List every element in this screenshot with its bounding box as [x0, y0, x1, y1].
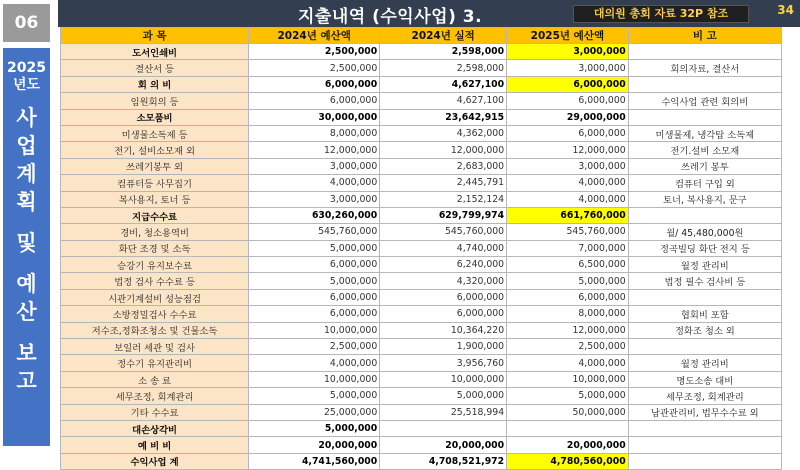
actual-2024-cell: 2,598,000	[380, 44, 507, 60]
reference-badge: 대의원 총회 자료 32P 참조	[573, 5, 749, 23]
table-row	[61, 453, 782, 469]
budget-2024-cell: 5,000,000	[249, 420, 380, 436]
category-cell: 대손상각비	[61, 420, 249, 436]
header-budget-2025: 2025년 예산액	[507, 28, 629, 44]
note-cell: 회의자료, 결산서	[628, 60, 781, 76]
actual-2024-cell: 10,364,220	[380, 322, 507, 338]
note-cell: 정화조 청소 외	[628, 322, 781, 338]
actual-2024-cell: 6,240,000	[380, 257, 507, 273]
actual-2024-cell: 23,642,915	[380, 109, 507, 125]
budget-2025-cell: 3,000,000	[507, 44, 629, 60]
budget-2025-cell: 6,000,000	[507, 289, 629, 305]
budget-2024-cell: 3,000,000	[249, 158, 380, 174]
budget-2025-cell: 6,000,000	[507, 76, 629, 92]
section-title	[16, 104, 36, 395]
table-row	[61, 388, 782, 404]
budget-2024-cell: 30,000,000	[249, 109, 380, 125]
table-row	[61, 44, 782, 60]
category-cell: 복사용지, 토너 등	[61, 191, 249, 207]
budget-2025-cell: 10,000,000	[507, 371, 629, 387]
category-cell: 세무조정, 회계관리	[61, 388, 249, 404]
table-row	[61, 240, 782, 256]
note-cell: 전기.설비 소모재	[628, 142, 781, 158]
table-row	[61, 420, 782, 436]
header-actual-2024: 2024년 실적	[380, 28, 507, 44]
note-cell	[628, 453, 781, 469]
actual-2024-cell: 25,518,994	[380, 404, 507, 420]
table-row	[61, 158, 782, 174]
note-cell: 협회비 포함	[628, 306, 781, 322]
budget-2024-cell: 3,000,000	[249, 191, 380, 207]
section-title-char: 고	[16, 369, 37, 393]
actual-2024-cell: 4,740,000	[380, 240, 507, 256]
budget-2024-cell: 6,000,000	[249, 289, 380, 305]
actual-2024-cell: 3,956,760	[380, 355, 507, 371]
section-title-char: 예	[16, 272, 37, 296]
table-row	[61, 339, 782, 355]
section-title-char: 업	[16, 134, 37, 158]
title-bar	[58, 0, 800, 27]
actual-2024-cell: 4,627,100	[380, 93, 507, 109]
section-year: 2025	[7, 60, 46, 76]
budget-2025-cell: 12,000,000	[507, 142, 629, 158]
budget-2024-cell: 2,500,000	[249, 44, 380, 60]
budget-2024-cell: 20,000,000	[249, 437, 380, 453]
table-row	[61, 175, 782, 191]
actual-2024-cell: 2,598,000	[380, 60, 507, 76]
category-cell: 임원회의 등	[61, 93, 249, 109]
budget-2025-cell: 661,760,000	[507, 207, 629, 223]
section-panel	[3, 48, 50, 446]
budget-2025-cell: 2,500,000	[507, 339, 629, 355]
table-row	[61, 306, 782, 322]
note-cell: 정곡빌딩 화단 전지 등	[628, 240, 781, 256]
budget-2025-cell: 5,000,000	[507, 273, 629, 289]
category-cell: 도서인쇄비	[61, 44, 249, 60]
actual-2024-cell: 6,000,000	[380, 306, 507, 322]
actual-2024-cell: 6,000,000	[380, 289, 507, 305]
table-row	[61, 289, 782, 305]
note-cell: 법정 필수 검사비 등	[628, 273, 781, 289]
budget-2025-cell: 6,500,000	[507, 257, 629, 273]
category-cell: 정수기 유지관리비	[61, 355, 249, 371]
budget-2025-cell: 4,780,560,000	[507, 453, 629, 469]
budget-2024-cell: 2,500,000	[249, 339, 380, 355]
budget-2024-cell: 25,000,000	[249, 404, 380, 420]
category-cell: 미생물소독제 등	[61, 125, 249, 141]
table-row	[61, 125, 782, 141]
category-cell: 저수조,정화조청소 및 건물소독	[61, 322, 249, 338]
budget-2024-cell: 4,000,000	[249, 355, 380, 371]
budget-2024-cell: 2,500,000	[249, 60, 380, 76]
category-cell: 컴퓨터등 사무집기	[61, 175, 249, 191]
note-cell	[628, 339, 781, 355]
budget-2024-cell: 10,000,000	[249, 322, 380, 338]
table-row	[61, 224, 782, 240]
budget-2024-cell: 5,000,000	[249, 273, 380, 289]
actual-2024-cell: 545,760,000	[380, 224, 507, 240]
actual-2024-cell: 10,000,000	[380, 371, 507, 387]
header-category: 과 목	[61, 28, 249, 44]
budget-2025-cell: 3,000,000	[507, 158, 629, 174]
budget-2024-cell: 4,000,000	[249, 175, 380, 191]
table-row	[61, 207, 782, 223]
actual-2024-cell: 629,799,974	[380, 207, 507, 223]
budget-2025-cell: 29,000,000	[507, 109, 629, 125]
budget-2025-cell	[507, 420, 629, 436]
table-row	[61, 355, 782, 371]
header-budget-2024: 2024년 예산액	[249, 28, 380, 44]
budget-2025-cell: 50,000,000	[507, 404, 629, 420]
actual-2024-cell: 1,900,000	[380, 339, 507, 355]
category-cell: 결산서 등	[61, 60, 249, 76]
table-row	[61, 76, 782, 92]
note-cell: 월/ 45,480,000원	[628, 224, 781, 240]
actual-2024-cell: 20,000,000	[380, 437, 507, 453]
note-cell	[628, 420, 781, 436]
actual-2024-cell: 2,152,124	[380, 191, 507, 207]
budget-2025-cell: 5,000,000	[507, 388, 629, 404]
note-cell	[628, 207, 781, 223]
budget-2024-cell: 630,260,000	[249, 207, 380, 223]
table-row	[61, 109, 782, 125]
note-cell: 남관관리비, 법무수수료 외	[628, 404, 781, 420]
note-cell: 세무조정, 회계관리	[628, 388, 781, 404]
actual-2024-cell: 4,320,000	[380, 273, 507, 289]
category-cell: 수익사업 계	[61, 453, 249, 469]
actual-2024-cell: 12,000,000	[380, 142, 507, 158]
note-cell: 쓰레기 봉투	[628, 158, 781, 174]
category-cell: 쓰레기봉투 외	[61, 158, 249, 174]
actual-2024-cell: 2,445,791	[380, 175, 507, 191]
budget-2024-cell: 5,000,000	[249, 388, 380, 404]
budget-2024-cell: 545,760,000	[249, 224, 380, 240]
category-cell: 경비, 청소용역비	[61, 224, 249, 240]
page-title: 지출내역 (수익사업) 3.	[298, 7, 483, 27]
budget-2024-cell: 10,000,000	[249, 371, 380, 387]
budget-2025-cell: 3,000,000	[507, 60, 629, 76]
budget-2024-cell: 6,000,000	[249, 257, 380, 273]
actual-2024-cell: 4,708,521,972	[380, 453, 507, 469]
note-cell: 월정 관리비	[628, 355, 781, 371]
category-cell: 법정 검사 수수료 등	[61, 273, 249, 289]
table-row	[61, 273, 782, 289]
table-row	[61, 371, 782, 387]
actual-2024-cell	[380, 420, 507, 436]
note-cell	[628, 76, 781, 92]
category-cell: 전기, 설비소모재 외	[61, 142, 249, 158]
budget-2024-cell: 5,000,000	[249, 240, 380, 256]
note-cell	[628, 289, 781, 305]
budget-2025-cell: 12,000,000	[507, 322, 629, 338]
category-cell: 지급수수료	[61, 207, 249, 223]
page-number: 06	[3, 4, 50, 42]
table-header-row	[61, 28, 782, 44]
table-row	[61, 93, 782, 109]
section-title-char: 획	[16, 190, 37, 214]
note-cell: 미생물제, 냉각탑 소독제	[628, 125, 781, 141]
slide-number: 34	[777, 3, 794, 17]
category-cell: 보일러 세관 및 검사	[61, 339, 249, 355]
section-title-char: 계	[16, 162, 37, 186]
section-title-char: 및	[16, 231, 37, 255]
category-cell: 승강기 유지보수료	[61, 257, 249, 273]
budget-2025-cell: 4,000,000	[507, 191, 629, 207]
budget-2024-cell: 8,000,000	[249, 125, 380, 141]
note-cell	[628, 109, 781, 125]
header-note: 비 고	[628, 28, 781, 44]
note-cell: 월정 관리비	[628, 257, 781, 273]
note-cell	[628, 44, 781, 60]
category-cell: 소 송 료	[61, 371, 249, 387]
category-cell: 시관기계설비 성능점검	[61, 289, 249, 305]
category-cell: 소방정밀검사 수수료	[61, 306, 249, 322]
category-cell: 예 비 비	[61, 437, 249, 453]
section-title-char: 산	[16, 300, 37, 324]
table-row	[61, 404, 782, 420]
sidebar	[0, 0, 58, 450]
table-row	[61, 191, 782, 207]
section-year-suffix: 년도	[12, 77, 41, 93]
table-row	[61, 60, 782, 76]
table-row	[61, 257, 782, 273]
section-title-char: 보	[16, 341, 37, 365]
budget-2025-cell: 20,000,000	[507, 437, 629, 453]
table-row	[61, 142, 782, 158]
actual-2024-cell: 5,000,000	[380, 388, 507, 404]
category-cell: 소모품비	[61, 109, 249, 125]
budget-2025-cell: 7,000,000	[507, 240, 629, 256]
budget-2024-cell: 4,741,560,000	[249, 453, 380, 469]
budget-2025-cell: 545,760,000	[507, 224, 629, 240]
budget-2024-cell: 6,000,000	[249, 93, 380, 109]
actual-2024-cell: 4,362,000	[380, 125, 507, 141]
budget-2025-cell: 4,000,000	[507, 355, 629, 371]
budget-2024-cell: 6,000,000	[249, 76, 380, 92]
actual-2024-cell: 2,683,000	[380, 158, 507, 174]
actual-2024-cell: 4,627,100	[380, 76, 507, 92]
budget-2025-cell: 8,000,000	[507, 306, 629, 322]
budget-2024-cell: 12,000,000	[249, 142, 380, 158]
note-cell: 명도소송 대비	[628, 371, 781, 387]
note-cell	[628, 437, 781, 453]
note-cell: 토너, 복사용지, 문구	[628, 191, 781, 207]
budget-table	[60, 27, 782, 470]
category-cell: 기타 수수료	[61, 404, 249, 420]
budget-2024-cell: 6,000,000	[249, 306, 380, 322]
budget-2025-cell: 4,000,000	[507, 175, 629, 191]
budget-2025-cell: 6,000,000	[507, 125, 629, 141]
section-title-char: 사	[16, 106, 37, 130]
table-row	[61, 437, 782, 453]
budget-2025-cell: 6,000,000	[507, 93, 629, 109]
category-cell: 화단 조경 및 소독	[61, 240, 249, 256]
note-cell: 수익사업 관련 회의비	[628, 93, 781, 109]
table-row	[61, 322, 782, 338]
category-cell: 회 의 비	[61, 76, 249, 92]
note-cell: 컴퓨터 구입 외	[628, 175, 781, 191]
